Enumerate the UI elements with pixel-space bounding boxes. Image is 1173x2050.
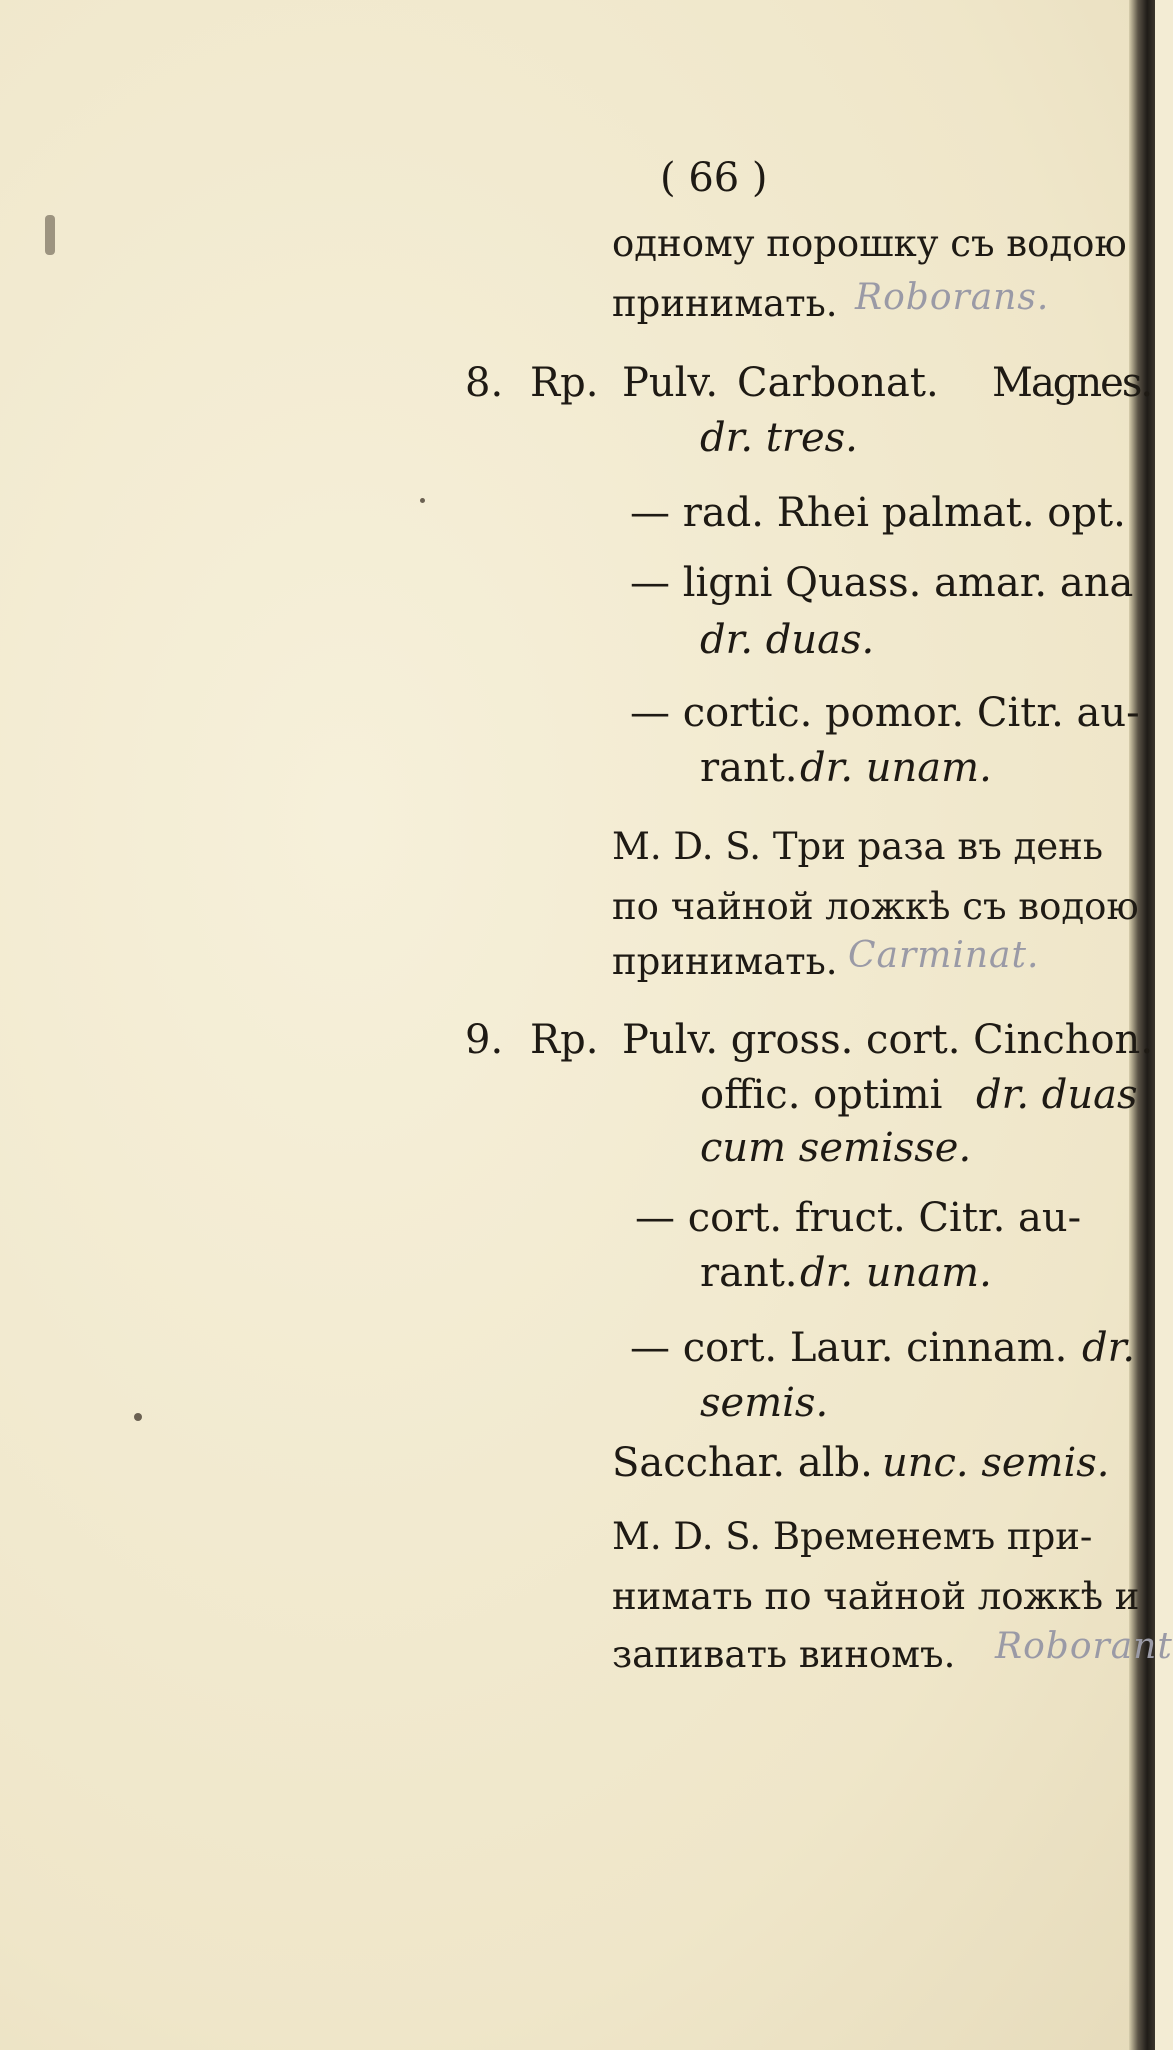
recipe-8-line-6: — cortic. pomor. Citr. au- (630, 690, 1140, 736)
recipe-9-rp: Rp. (530, 1017, 599, 1063)
recipe-9-line-6b: dr. (1082, 1325, 1136, 1371)
recipe-8-line-1b: Carbonat. (737, 360, 939, 406)
recipe-9-mds-1: M. D. S. Временемъ при- (612, 1515, 1093, 1558)
recipe-9-line-2b: dr. duas (976, 1072, 1138, 1118)
recipe-8-line-1c: Magnes. (992, 360, 1152, 406)
recipe-9-mds-2: нимать по чайной ложкѣ и (612, 1575, 1140, 1618)
intro-line-2: принимать. (612, 282, 838, 325)
recipe-8-mds-2: по чайной ложкѣ съ водою (612, 885, 1139, 928)
recipe-9-line-8a: Sacchar. alb. (612, 1440, 873, 1486)
handwritten-annotation-roborans: Roborans. (855, 277, 1050, 318)
recipe-9-line-7: semis. (700, 1380, 829, 1426)
ink-speck (134, 1413, 142, 1421)
recipe-9-line-2a: offic. optimi (700, 1072, 943, 1118)
recipe-8-line-5: dr. duas. (700, 617, 875, 663)
recipe-9-line-5b: dr. unam. (800, 1250, 992, 1296)
recipe-8-line-7b: dr. unam. (800, 745, 992, 791)
recipe-9-line-3: cum semisse. (700, 1125, 972, 1171)
recipe-9-line-1: Pulv. gross. cort. Cinchon. (622, 1017, 1154, 1063)
recipe-8-mds-3: принимать. (612, 940, 838, 983)
recipe-9-mds-3: запивать виномъ. (612, 1633, 956, 1676)
recipe-9-number: 9. (465, 1017, 504, 1063)
recipe-8-number: 8. (465, 360, 504, 406)
recipe-8-line-4: — ligni Quass. amar. ana (630, 560, 1134, 606)
ink-speck (420, 498, 425, 503)
recipe-8-mds-1: M. D. S. Три раза въ день (612, 825, 1103, 868)
recipe-9-line-5a: rant. (700, 1250, 798, 1296)
recipe-9-line-6a: — cort. Laur. cinnam. (630, 1325, 1068, 1371)
recipe-8-line-1a: Pulv. (622, 360, 719, 406)
handwritten-annotation-carminat: Carminat. (848, 935, 1040, 976)
recipe-8-line-7a: rant. (700, 745, 798, 791)
handwritten-annotation-roborant: Roborant (995, 1626, 1173, 1667)
ink-speck (45, 215, 55, 255)
page-number: ( 66 ) (660, 155, 768, 201)
intro-line-1: одному порошку съ водою (612, 222, 1127, 265)
recipe-9-line-4: — cort. fruct. Citr. au- (635, 1195, 1082, 1241)
recipe-8-rp: Rp. (530, 360, 599, 406)
recipe-9-line-8b: unc. semis. (882, 1440, 1110, 1486)
recipe-8-line-2: dr. tres. (700, 415, 858, 461)
recipe-8-line-3: — rad. Rhei palmat. opt. (630, 490, 1126, 536)
